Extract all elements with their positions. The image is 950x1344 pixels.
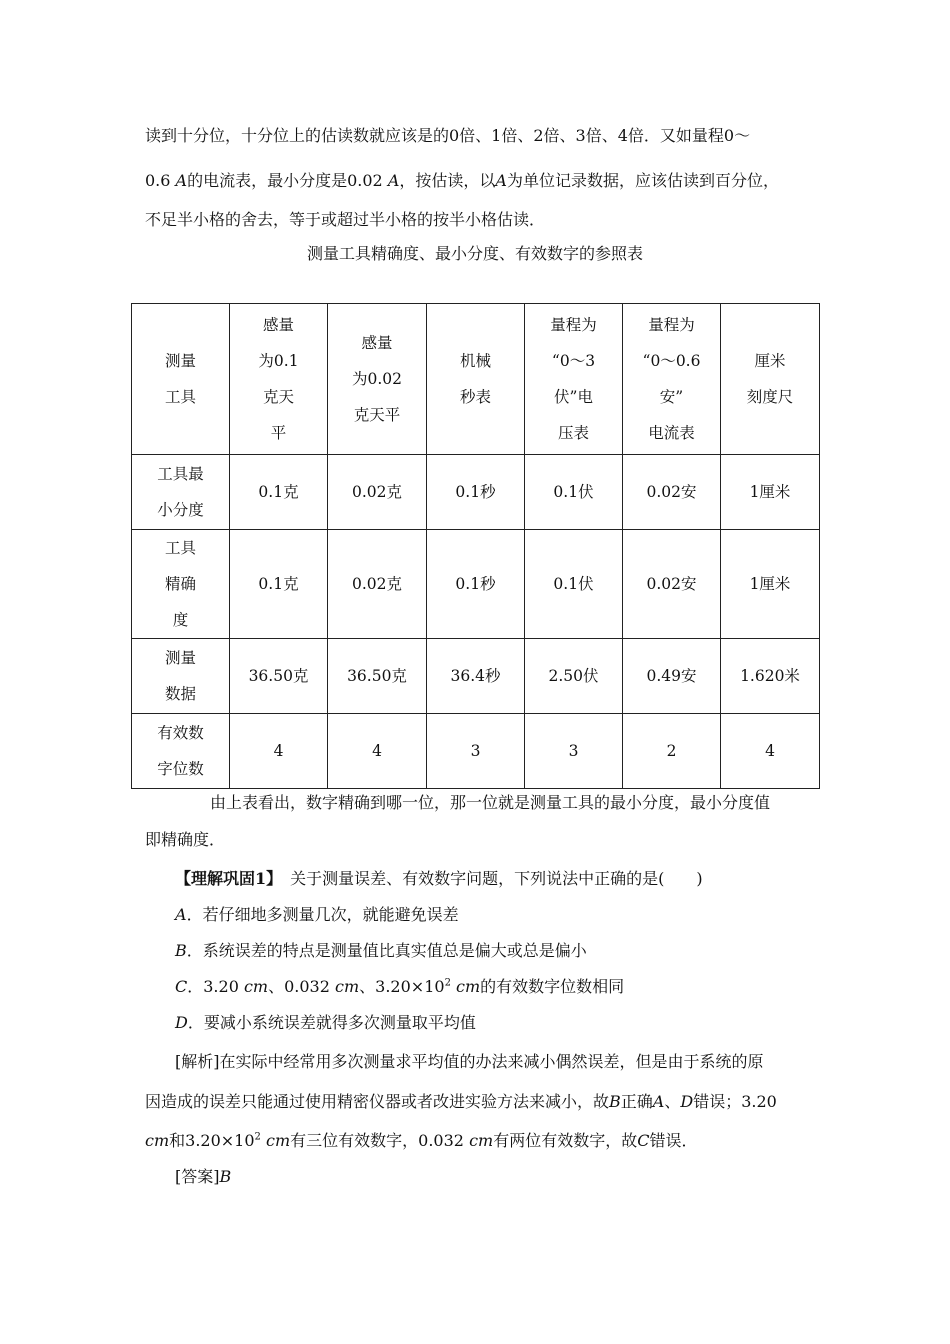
header-label-cell: 测量 工具 [132, 304, 230, 455]
table-cell: 1厘米 [721, 455, 820, 530]
table-cell: 0.1伏 [525, 455, 623, 530]
table-caption: 测量工具精确度、最小分度、有效数字的参照表 [306, 244, 643, 263]
question-tag: 【理解巩固1】 [175, 869, 275, 888]
table-row [132, 714, 820, 789]
reference-table [131, 303, 820, 789]
analysis-line-3: cm和$3.20\times 10^2$ cm有三位有效数字，0.032 cm有两位有效数字，故C错误． [145, 1131, 698, 1150]
table-cell: 0.1秒 [427, 455, 525, 530]
row-label-cell: 工具最 小分度 [132, 455, 230, 530]
question-stem: 【理解巩固1】 关于测量误差、有效数字问题，下列说法中正确的是( ) [175, 869, 703, 888]
table-cell: 2.50伏 [525, 639, 623, 714]
header-cell-ruler: 厘米 刻度尺 [721, 304, 820, 455]
conclusion-line-2: 即精确度． [145, 830, 226, 849]
header-cell-balance-01: 感量 为0.1 克天 平 [230, 304, 328, 455]
row-label-cell: 有效数 字位数 [132, 714, 230, 789]
table-cell: 0.1伏 [525, 530, 623, 639]
table-row [132, 455, 820, 530]
intro-line-2: 0.6 A的电流表，最小分度是0.02 A，按估读，以A为单位记录数据，应该估读到百分位， [145, 171, 779, 190]
intro-line-1: 读到十分位，十分位上的估读数就应该是的0倍、1倍、2倍、3倍、4倍．又如量程0～ [145, 126, 751, 145]
table-cell: 0.02克 [328, 455, 427, 530]
table-cell: 0.02安 [623, 455, 721, 530]
table-cell: 4 [328, 714, 427, 789]
analysis-line-1: [解析]在实际中经常用多次测量求平均值的办法来减小偶然误差，但是由于系统的原 [175, 1052, 764, 1071]
table-cell: 3 [525, 714, 623, 789]
table-cell: 2 [623, 714, 721, 789]
header-cell-voltmeter: 量程为 “0～3 伏”电 压表 [525, 304, 623, 455]
option-c: C．3.20 cm、0.032 cm、$3.20\times 10^2$ cm的有效数字位数相同 [175, 977, 625, 996]
intro-line-3: 不足半小格的舍去，等于或超过半小格的按半小格估读． [145, 210, 546, 229]
analysis-line-2: 因造成的误差只能通过使用精密仪器或者改进实验方法来减小，故B正确A、D错误；3.20 [145, 1092, 777, 1111]
table-cell: 0.02克 [328, 530, 427, 639]
header-cell-balance-002: 感量 为0.02 克天平 [328, 304, 427, 455]
table-cell: 36.50克 [230, 639, 328, 714]
table-cell: 1厘米 [721, 530, 820, 639]
table-cell: 1.620米 [721, 639, 820, 714]
row-label-cell: 测量 数据 [132, 639, 230, 714]
table-cell: 4 [230, 714, 328, 789]
table-cell: 0.1克 [230, 530, 328, 639]
table-cell: 0.1秒 [427, 530, 525, 639]
table-cell: 36.50克 [328, 639, 427, 714]
table-cell: 0.49安 [623, 639, 721, 714]
option-d: D．要减小系统误差就得多次测量取平均值 [175, 1013, 476, 1032]
analysis-tag: [解析] [175, 1052, 220, 1071]
table-row [132, 530, 820, 639]
row-label-cell: 工具 精确 度 [132, 530, 230, 639]
header-cell-stopwatch: 机械 秒表 [427, 304, 525, 455]
option-b: B．系统误差的特点是测量值比真实值总是偏大或总是偏小 [175, 941, 587, 960]
table-cell: 4 [721, 714, 820, 789]
table-cell: 3 [427, 714, 525, 789]
table-header-row [132, 304, 820, 455]
answer-value: B [219, 1167, 232, 1186]
option-a: A．若仔细地多测量几次，就能避免误差 [175, 905, 459, 924]
answer-tag: [答案] [175, 1167, 220, 1186]
table-cell: 0.02安 [623, 530, 721, 639]
header-cell-ammeter: 量程为 “0～0.6 安” 电流表 [623, 304, 721, 455]
table-cell: 36.4秒 [427, 639, 525, 714]
table-cell: 0.1克 [230, 455, 328, 530]
table-row [132, 639, 820, 714]
conclusion-line-1: 由上表看出，数字精确到哪一位，那一位就是测量工具的最小分度，最小分度值 [210, 793, 771, 812]
answer-line [175, 1167, 231, 1187]
